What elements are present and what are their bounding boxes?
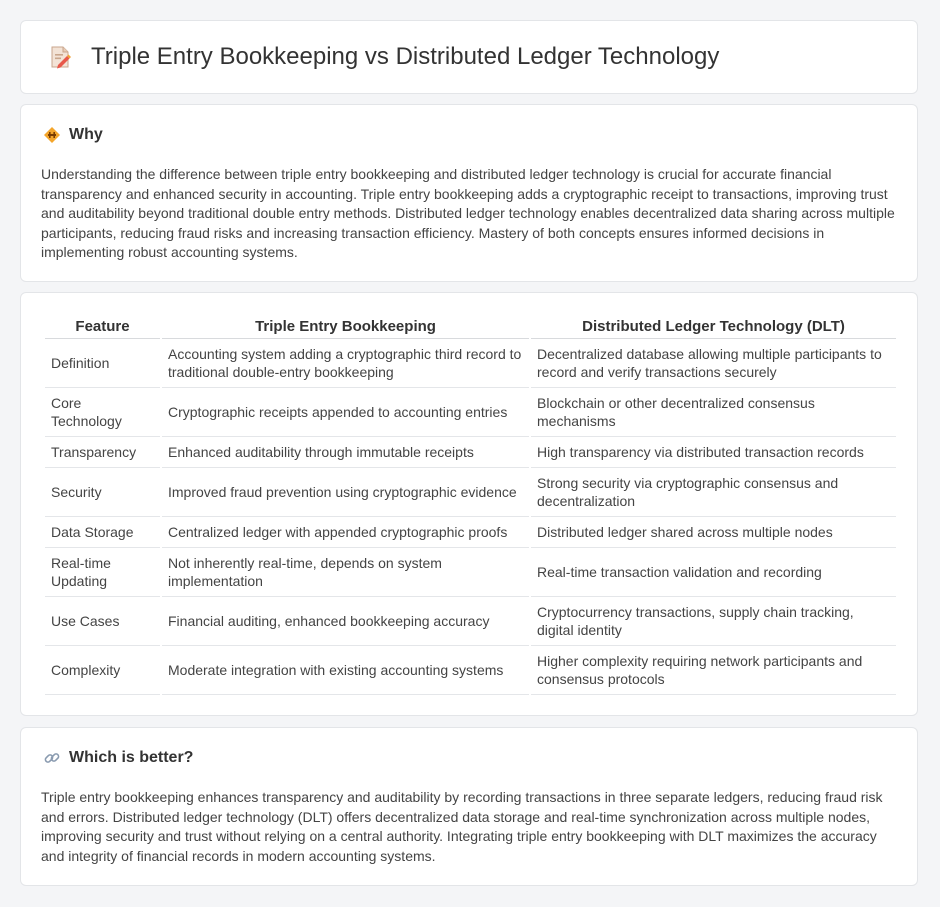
why-text: Understanding the difference between triple entry bookkeeping and distributed ledger technology is crucial for accurate financial transparency and enhanced security in accounting. Triple entry bookkeeping adds a cryptographic receipt to transactions, improving trust and auditability beyond traditional double entry methods. Distributed ledger technology enables decentralized data sharing across multiple participants, reducing fraud risks and increasing transaction efficiency. Mastery of both concepts ensures informed decisions in implementing robust accounting systems. [41,166,895,261]
table-row [45,597,896,646]
triple-entry-cell: Accounting system adding a cryptographic third record to traditional double-entry bookkeeping [162,339,529,388]
table-row [45,388,896,437]
diamond-warning-icon [43,126,61,144]
triple-entry-cell: Enhanced auditability through immutable receipts [162,437,529,468]
feature-cell: Transparency [45,437,160,468]
title-card [20,20,918,94]
link-icon [43,749,61,767]
which-is-better-card [20,727,918,886]
triple-entry-cell: Improved fraud prevention using cryptographic evidence [162,468,529,517]
dlt-cell: Blockchain or other decentralized consensus mechanisms [531,388,896,437]
why-title: Why [69,126,103,143]
triple-entry-cell: Financial auditing, enhanced bookkeeping accuracy [162,597,529,646]
feature-cell: Definition [45,339,160,388]
table-header-row [45,316,896,339]
page-title: Triple Entry Bookkeeping vs Distributed Ledger Technology [91,43,720,70]
dlt-cell: Strong security via cryptographic consensus and decentralization [531,468,896,517]
triple-entry-cell: Centralized ledger with appended cryptographic proofs [162,517,529,548]
dlt-cell: Distributed ledger shared across multiple nodes [531,517,896,548]
better-title: Which is better? [69,749,194,766]
table-row [45,437,896,468]
header-dlt: Distributed Ledger Technology (DLT) [531,316,896,339]
feature-cell: Data Storage [45,517,160,548]
why-card [20,104,918,282]
feature-cell: Complexity [45,646,160,695]
table-row [45,548,896,597]
header-triple-entry: Triple Entry Bookkeeping [162,316,529,339]
dlt-cell: Real-time transaction validation and recording [531,548,896,597]
header-feature: Feature [45,316,160,339]
dlt-cell: Decentralized database allowing multiple participants to record and verify transactions securely [531,339,896,388]
dlt-cell: Higher complexity requiring network participants and consensus protocols [531,646,896,695]
feature-cell: Use Cases [45,597,160,646]
comparison-table [43,316,898,695]
table-row [45,339,896,388]
dlt-cell: High transparency via distributed transaction records [531,437,896,468]
dlt-cell: Cryptocurrency transactions, supply chain tracking, digital identity [531,597,896,646]
better-text: Triple entry bookkeeping enhances transparency and auditability by recording transactions in three separate ledgers, reducing fraud risk and errors. Distributed ledger technology (DLT) offers decentralized data storage and real-time synchronization across multiple nodes, improving security and trust without relying on a central authority. Integrating triple entry bookkeeping with DLT maximizes the accuracy and integrity of financial records in modern accounting systems. [41,789,883,864]
table-row [45,646,896,695]
feature-cell: Real-time Updating [45,548,160,597]
triple-entry-cell: Not inherently real-time, depends on system implementation [162,548,529,597]
feature-cell: Core Technology [45,388,160,437]
comparison-card [20,292,918,716]
triple-entry-cell: Cryptographic receipts appended to accounting entries [162,388,529,437]
feature-cell: Security [45,468,160,517]
triple-entry-cell: Moderate integration with existing accounting systems [162,646,529,695]
edit-document-icon [47,44,73,70]
table-row [45,517,896,548]
table-row [45,468,896,517]
